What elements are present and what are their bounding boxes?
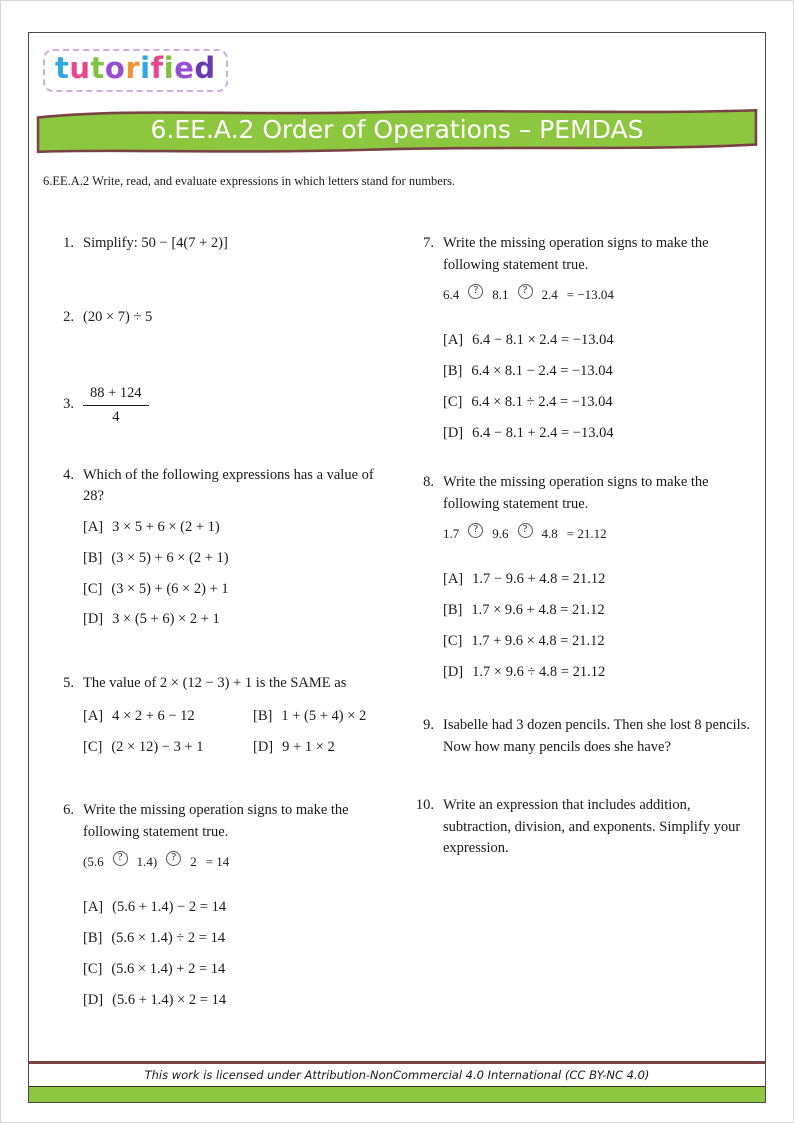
choice-text: 3 × 5 + 6 × (2 + 1) [112,519,220,536]
choice-label: [C] [443,632,463,649]
question [51,383,383,427]
tutorified-logo [43,49,228,92]
circled-question-mark-icon: ? [518,284,533,299]
question-number: 10. [415,796,434,813]
question [51,233,383,255]
choice-text: 1.7 × 9.6 ÷ 4.8 = 21.12 [472,663,606,680]
footer-green-bar [29,1087,765,1102]
choice-text: 1.7 + 9.6 × 4.8 = 21.12 [471,632,605,649]
circled-question-mark-icon: ? [468,284,483,299]
answer-choice [83,517,383,539]
question [51,307,383,329]
fraction-denominator: 4 [112,408,120,425]
choice-text: (5.6 × 1.4) ÷ 2 = 14 [111,930,226,947]
question-prompt: Isabelle had 3 dozen pencils. Then she lost 8 pencils. Now how many pencils does she have? [443,717,750,756]
choice-text: 6.4 × 8.1 ÷ 2.4 = −13.04 [471,393,613,410]
equation-segment: 2.4 [541,286,558,302]
choice-text: (3 × 5) + 6 × (2 + 1) [111,549,229,566]
choice-label: [C] [83,738,103,755]
choice-label: [A] [443,571,464,588]
question-prompt: Write the missing operation signs to make the following statement true. [443,235,709,274]
question-body [83,465,383,632]
question-prompt: Write the missing operation signs to make the following statement true. [443,474,709,513]
equation-segment: (5.6 [83,853,104,869]
equation-segment: 4.8 [541,525,558,541]
question [411,795,751,860]
choice-label: [B] [83,930,103,947]
choice-label: [B] [83,549,103,566]
logo-letter: d [194,51,216,85]
equation-segment: 6.4 [443,286,460,302]
logo-letter: i [140,51,151,85]
choice-text: 4 × 2 + 6 − 12 [112,707,195,724]
question [411,715,751,759]
answer-choice [443,423,751,445]
question-prompt: The value of 2 × (12 − 3) + 1 is the SAME as [83,675,347,692]
logo-letter: t [55,51,70,85]
choice-label: [D] [83,611,104,628]
footer [29,1061,765,1103]
answer-choice [443,330,751,352]
questions-column-right [401,233,751,860]
equation-segment: 9.6 [492,525,509,541]
logo-letter: e [174,51,195,85]
circled-question-mark-icon: ? [113,851,128,866]
logo-letter: t [90,51,105,85]
worksheet-title: 6.EE.A.2 Order of Operations – PEMDAS [150,114,644,144]
question-number: 2. [63,309,74,326]
logo-letter: i [163,51,175,85]
choice-text: (2 × 12) − 3 + 1 [111,738,204,755]
answer-choices [83,897,383,1011]
choice-text: (5.6 + 1.4) − 2 = 14 [112,899,227,916]
question-body [83,233,383,255]
circled-question-mark-icon: ? [166,851,181,866]
answer-choice [443,600,751,622]
answer-choices [83,697,383,759]
answer-choices [83,517,383,631]
choice-text: (5.6 × 1.4) + 2 = 14 [111,960,226,977]
question-prompt: Write the missing operation signs to make the following statement true. [83,802,349,841]
equation-segment: = −13.04 [566,286,614,302]
question [51,673,383,758]
answer-choice [253,706,383,728]
equation-segment: = 14 [205,853,230,869]
answer-choice [83,897,383,919]
equation-segment: = 21.12 [566,525,607,541]
choice-label: [D] [443,663,464,680]
choice-label: [A] [83,707,104,724]
choice-text: 6.4 − 8.1 × 2.4 = −13.04 [472,332,614,349]
answer-choices [443,330,751,444]
answer-choice [83,706,241,728]
question [51,465,383,632]
license-text: This work is licensed under Attribution-NonCommercial 4.0 International (CC BY-NC 4.0) [29,1064,765,1087]
equation-segment: 8.1 [492,286,509,302]
choice-text: 1 + (5 + 4) × 2 [281,707,367,724]
answer-choice [443,662,751,684]
choice-label: [B] [443,363,463,380]
question-body [83,307,383,329]
question-prompt: Write an expression that includes addition, subtraction, division, and exponents. Simplify your expression. [443,796,741,857]
question-prompt: (20 × 7) ÷ 5 [83,309,153,326]
equation-statement [443,524,751,544]
question-number: 5. [63,675,74,692]
question-number: 8. [423,474,434,491]
question-body [443,795,751,860]
question-number: 3. [63,395,74,412]
choice-text: (5.6 + 1.4) × 2 = 14 [112,991,227,1008]
choice-text: 9 + 1 × 2 [282,738,335,755]
logo-letter: u [69,51,91,85]
question-body [443,233,751,444]
question-number: 4. [63,466,74,483]
answer-choice [253,737,383,759]
title-banner [35,104,759,156]
choice-label: [B] [253,707,273,724]
answer-choice [83,737,241,759]
question [51,800,383,1011]
choice-label: [C] [443,393,463,410]
answer-choice [83,548,383,570]
question-body [83,800,383,1011]
choice-label: [D] [253,738,274,755]
choice-label: [C] [83,580,103,597]
choice-text: (3 × 5) + (6 × 2) + 1 [111,580,229,597]
answer-choice [83,959,383,981]
choice-text: 6.4 − 8.1 + 2.4 = −13.04 [472,424,614,441]
choice-text: 3 × (5 + 6) × 2 + 1 [112,611,220,628]
choice-text: 1.7 × 9.6 + 4.8 = 21.12 [471,602,605,619]
answer-choice [443,569,751,591]
choice-label: [A] [83,519,104,536]
question-body [83,383,383,427]
questions-area [29,189,765,1060]
answer-choice [443,631,751,653]
question [411,472,751,683]
circled-question-mark-icon: ? [468,523,483,538]
question-body [443,472,751,683]
worksheet-page [28,32,766,1103]
equation-segment: 1.7 [443,525,460,541]
fraction [83,384,149,427]
question-number: 6. [63,802,74,819]
logo-letter: f [150,51,164,85]
choice-label: [C] [83,960,103,977]
fraction-numerator: 88 + 124 [83,384,149,406]
answer-choice [83,928,383,950]
question-body [83,673,383,758]
equation-segment: 1.4) [136,853,158,869]
answer-choice [83,990,383,1012]
question-prompt: Which of the following expressions has a value of 28? [83,466,374,505]
answer-choice [83,579,383,601]
question-number: 9. [423,717,434,734]
choice-text: 6.4 × 8.1 − 2.4 = −13.04 [471,363,613,380]
question-number: 7. [423,235,434,252]
standard-description: 6.EE.A.2 Write, read, and evaluate expressions in which letters stand for numbers. [43,174,455,189]
choice-text: 1.7 − 9.6 + 4.8 = 21.12 [472,571,606,588]
answer-choices [443,569,751,683]
choice-label: [A] [443,332,464,349]
equation-statement [83,852,383,872]
question-prompt: Simplify: 50 − [4(7 + 2)] [83,235,228,252]
equation-segment: 2 [190,853,197,869]
question-number: 1. [63,235,74,252]
logo-letter: o [104,51,126,85]
equation-statement [443,285,751,305]
answer-choice [443,392,751,414]
choice-label: [A] [83,899,104,916]
question-body [443,715,751,759]
choice-label: [D] [83,991,104,1008]
choice-label: [D] [443,424,464,441]
answer-choice [83,609,383,631]
choice-label: [B] [443,602,463,619]
question [411,233,751,444]
circled-question-mark-icon: ? [518,523,533,538]
logo-letter: r [125,51,141,85]
questions-column-left [51,233,401,1011]
answer-choice [443,361,751,383]
